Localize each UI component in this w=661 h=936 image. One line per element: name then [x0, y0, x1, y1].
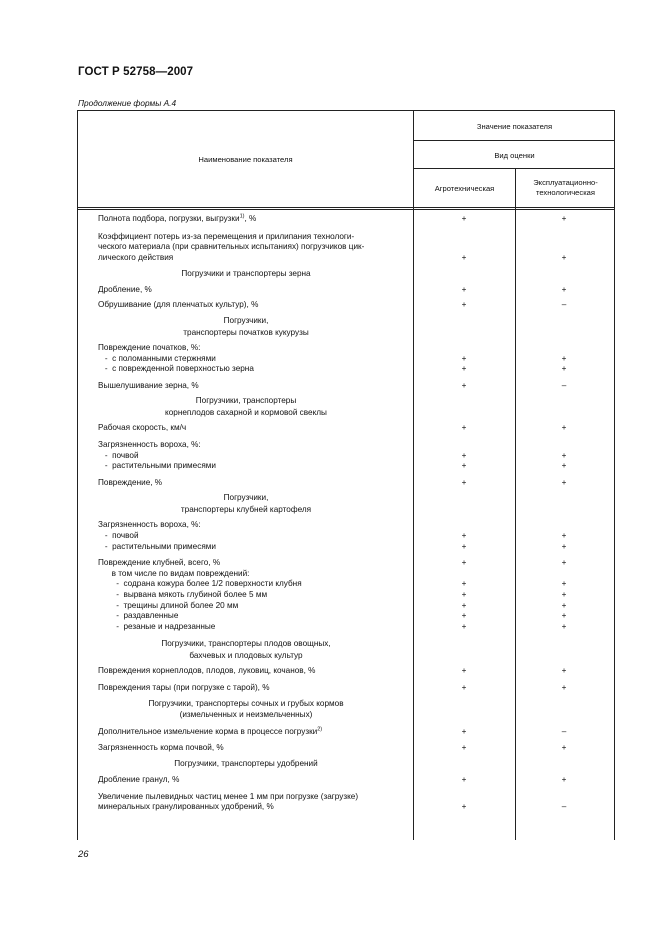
agro-value: + [461, 284, 467, 294]
exploitation-value: + [561, 621, 567, 631]
indicator-text: в том числе по видам повреждений: [98, 568, 250, 578]
indicator-name-line [98, 354, 412, 365]
agro-value: + [461, 743, 467, 753]
table-row [78, 440, 614, 472]
table-row [78, 343, 614, 375]
indicator-name-line [98, 423, 412, 434]
indicator-text: Вышелушивание зерна, % [98, 380, 199, 390]
section-heading-line: Погрузчики, транспортеры удобрений [174, 758, 318, 768]
agro-value: + [461, 802, 467, 812]
agro-value: + [461, 621, 467, 631]
indicator-text: - растительными примесями [98, 541, 216, 551]
indicator-name [98, 343, 412, 375]
agro-value: + [461, 364, 467, 374]
exploitation-value: + [561, 775, 567, 785]
footnote-mark: 2) [317, 725, 323, 732]
agro-value: + [461, 353, 467, 363]
exploitation-value: – [561, 380, 567, 390]
section-heading-line: бахчевых и плодовых культур [189, 650, 303, 660]
indicator-name-line [98, 775, 412, 786]
indicator-name [98, 300, 412, 311]
indicator-name [98, 792, 412, 813]
indicator-name-line [98, 451, 412, 462]
indicator-name [98, 666, 412, 677]
header-bottom [78, 207, 615, 208]
table-row [78, 381, 614, 392]
exploitation-value: + [561, 666, 567, 676]
agro-value: + [461, 300, 467, 310]
indicator-name-line [98, 727, 412, 738]
indicator-text: Повреждение клубней, всего, % [98, 558, 221, 568]
table-row [78, 232, 614, 264]
exploitation-value: + [561, 252, 567, 262]
section-heading-text [78, 638, 414, 661]
indicator-text: - растительными примесями [98, 461, 216, 471]
section-heading-line: Погрузчики, [223, 493, 269, 503]
indicator-unit: , % [244, 214, 257, 223]
indicator-text: - содрана кожура более 1/2 поверхности клубня [98, 579, 302, 589]
table-row [78, 558, 614, 632]
indicator-text: Повреждения тары (при погрузке с тарой), % [98, 682, 270, 692]
kind-column-header: Вид оценки [494, 151, 535, 160]
indicator-text: - трещины длиной более 20 мм [98, 600, 239, 610]
section-heading-line: Погрузчики, транспортеры [195, 396, 297, 406]
indicator-text: - раздавленные [98, 611, 179, 621]
section-heading-text [78, 492, 414, 515]
indicator-name-line [98, 558, 412, 569]
indicator-name [98, 520, 412, 552]
section-heading [78, 315, 614, 338]
continuation-caption: Продолжение формы А.4 [78, 98, 177, 108]
indicator-name [98, 775, 412, 786]
indicator-name [98, 381, 412, 392]
exploitation-value: + [561, 461, 567, 471]
exploitation-value: + [561, 743, 567, 753]
agro-value: + [461, 682, 467, 692]
section-heading-text [78, 268, 414, 280]
indicator-text: Увеличение пылевидных частиц менее 1 мм при погрузке (загрузке) [98, 791, 359, 801]
exploitation-value: + [561, 450, 567, 460]
page-number: 26 [78, 849, 89, 860]
exploitation-value: – [561, 802, 567, 812]
agro-value: + [461, 252, 467, 262]
agro-value: + [461, 531, 467, 540]
indicator-text: Повреждения корнеплодов, плодов, луковиц, кочанов, % [98, 666, 316, 676]
exploitation-header-line2: технологическая [535, 188, 596, 197]
indicator-name-line [98, 579, 412, 590]
agro-value: + [461, 450, 467, 460]
exploitation-value: + [561, 589, 567, 599]
indicator-text: Рабочая скорость, км/ч [98, 423, 187, 433]
table-row [78, 285, 614, 296]
indicator-name [98, 440, 412, 472]
standard-title: ГОСТ Р 52758—2007 [78, 66, 194, 78]
indicator-text: - вырвана мякоть глубиной более 5 мм [98, 589, 268, 599]
indicator-text: Обрушивание (для пленчатых культур), % [98, 300, 259, 310]
indicator-name [98, 478, 412, 489]
indicator-name-line [98, 531, 412, 542]
indicator-name-line [98, 666, 412, 677]
section-heading-line: транспортеры початков кукурузы [183, 327, 309, 337]
agro-value: + [461, 461, 467, 471]
agro-value: + [461, 423, 467, 433]
header-divider-h1 [413, 140, 615, 141]
table-row [78, 683, 614, 694]
agro-value: + [461, 477, 467, 487]
indicator-name [98, 232, 412, 264]
name-column-header: Наименование показателя [198, 155, 293, 164]
indicator-text: минеральных гранулированных удобрений, % [98, 802, 274, 812]
section-heading-text [78, 395, 414, 418]
agro-value: + [461, 579, 467, 589]
exploitation-value: + [561, 423, 567, 433]
table-row [78, 727, 614, 738]
indicator-text: Дробление, % [98, 284, 152, 294]
agro-column-header: Агротехническая [434, 184, 495, 193]
indicator-text: Загрязненность вороха, %: [98, 520, 201, 530]
indicator-name-line [98, 802, 412, 813]
table-row [78, 775, 614, 786]
indicator-name [98, 423, 412, 434]
indicator-name [98, 683, 412, 694]
agro-value: + [461, 589, 467, 599]
indicator-name-line [98, 364, 412, 375]
agro-value: + [461, 611, 467, 621]
exploitation-column-header [516, 178, 615, 198]
footnote-mark: 1) [239, 213, 245, 220]
indicator-text: - резаные и надрезанные [98, 621, 216, 631]
section-heading [78, 492, 614, 515]
indicator-text: ческого материала (при сравнительных испытаниях) погрузчиков цик- [98, 242, 365, 252]
exploitation-value: + [561, 579, 567, 589]
indicator-name [98, 743, 412, 754]
section-heading-line: корнеплодов сахарной и кормовой свеклы [165, 407, 327, 417]
section-heading-text [78, 698, 414, 721]
exploitation-value: + [561, 600, 567, 610]
exploitation-value: + [561, 611, 567, 621]
indicator-name-line [98, 792, 412, 803]
indicator-name-line [98, 520, 412, 531]
section-heading-text [78, 758, 414, 770]
indicator-name-line [98, 542, 412, 553]
indicator-text: Загрязненность корма почвой, % [98, 743, 224, 753]
table-row [78, 423, 614, 434]
indicator-text: Повреждение початков, %: [98, 343, 201, 353]
indicator-name-line [98, 440, 412, 451]
table-row [78, 520, 614, 552]
indicator-name-line [98, 569, 412, 580]
indicator-name-line [98, 611, 412, 622]
table-row [78, 214, 614, 225]
indicator-text: Коэффициент потерь из-за перемещения и прилипания технологи- [98, 231, 355, 241]
indicator-text: Загрязненность вороха, %: [98, 440, 201, 450]
exploitation-value: + [561, 541, 567, 551]
indicator-name [98, 285, 412, 296]
indicator-name [98, 214, 412, 225]
indicator-text: Дополнительное измельчение корма в процессе погрузки [98, 726, 318, 736]
section-heading-line: Погрузчики, транспортеры плодов овощных, [161, 639, 331, 649]
section-heading [78, 698, 614, 721]
exploitation-value: + [561, 558, 567, 568]
indicator-name [98, 558, 412, 632]
indicator-text: Полнота подбора, погрузки, выгрузки [98, 214, 240, 223]
indicator-name-line [98, 743, 412, 754]
section-heading-line: (измельченных и неизмельченных) [179, 710, 313, 720]
indicator-name-line [98, 461, 412, 472]
value-column-header: Значение показателя [476, 122, 553, 131]
indicator-name-line [98, 300, 412, 311]
exploitation-value: – [561, 726, 567, 736]
indicator-name-line [98, 285, 412, 296]
section-heading [78, 638, 614, 661]
table-row [78, 478, 614, 489]
indicator-name-line [98, 242, 412, 253]
agro-value: + [461, 600, 467, 610]
section-heading [78, 268, 614, 280]
exploitation-value: – [561, 300, 567, 310]
indicator-table [77, 110, 615, 840]
exploitation-value: + [561, 284, 567, 294]
table-row [78, 666, 614, 677]
table-row [78, 300, 614, 311]
indicator-text: - почвой [98, 531, 139, 540]
exploitation-value: + [561, 214, 567, 223]
agro-value: + [461, 558, 467, 568]
section-heading-line: Погрузчики и транспортеры зерна [181, 269, 311, 279]
indicator-text: Дробление гранул, % [98, 775, 180, 785]
section-heading [78, 758, 614, 770]
exploitation-value: + [561, 353, 567, 363]
table-row [78, 743, 614, 754]
indicator-name-line [98, 622, 412, 633]
indicator-text: - с поломанными стержнями [98, 353, 216, 363]
indicator-name [98, 727, 412, 738]
section-heading-text [78, 315, 414, 338]
indicator-text: лического действия [98, 252, 174, 262]
indicator-name-line [98, 478, 412, 489]
section-heading [78, 395, 614, 418]
agro-value: + [461, 214, 467, 223]
indicator-name-line [98, 253, 412, 264]
indicator-name-line [98, 343, 412, 354]
indicator-name-line [98, 601, 412, 612]
indicator-name-line [98, 590, 412, 601]
agro-value: + [461, 541, 467, 551]
section-heading-line: транспортеры клубней картофеля [180, 504, 312, 514]
exploitation-header-line1: Эксплуатационно- [533, 178, 598, 187]
indicator-text: - с поврежденной поверхностью зерна [98, 364, 254, 374]
indicator-name-line [98, 214, 412, 225]
indicator-name-line [98, 232, 412, 243]
table-body [78, 209, 614, 813]
exploitation-value: + [561, 682, 567, 692]
exploitation-value: + [561, 477, 567, 487]
indicator-text: - почвой [98, 450, 139, 460]
indicator-name-line [98, 381, 412, 392]
indicator-text: Повреждение, % [98, 477, 163, 487]
agro-value: + [461, 380, 467, 390]
indicator-name-line [98, 683, 412, 694]
exploitation-value: + [561, 531, 567, 540]
header-divider-h2 [413, 168, 615, 169]
agro-value: + [461, 775, 467, 785]
section-heading-line: Погрузчики, [223, 316, 269, 326]
section-heading-line: Погрузчики, транспортеры сочных и грубых кормов [148, 698, 344, 708]
agro-value: + [461, 666, 467, 676]
table-row [78, 792, 614, 813]
agro-value: + [461, 726, 467, 736]
exploitation-value: + [561, 364, 567, 374]
